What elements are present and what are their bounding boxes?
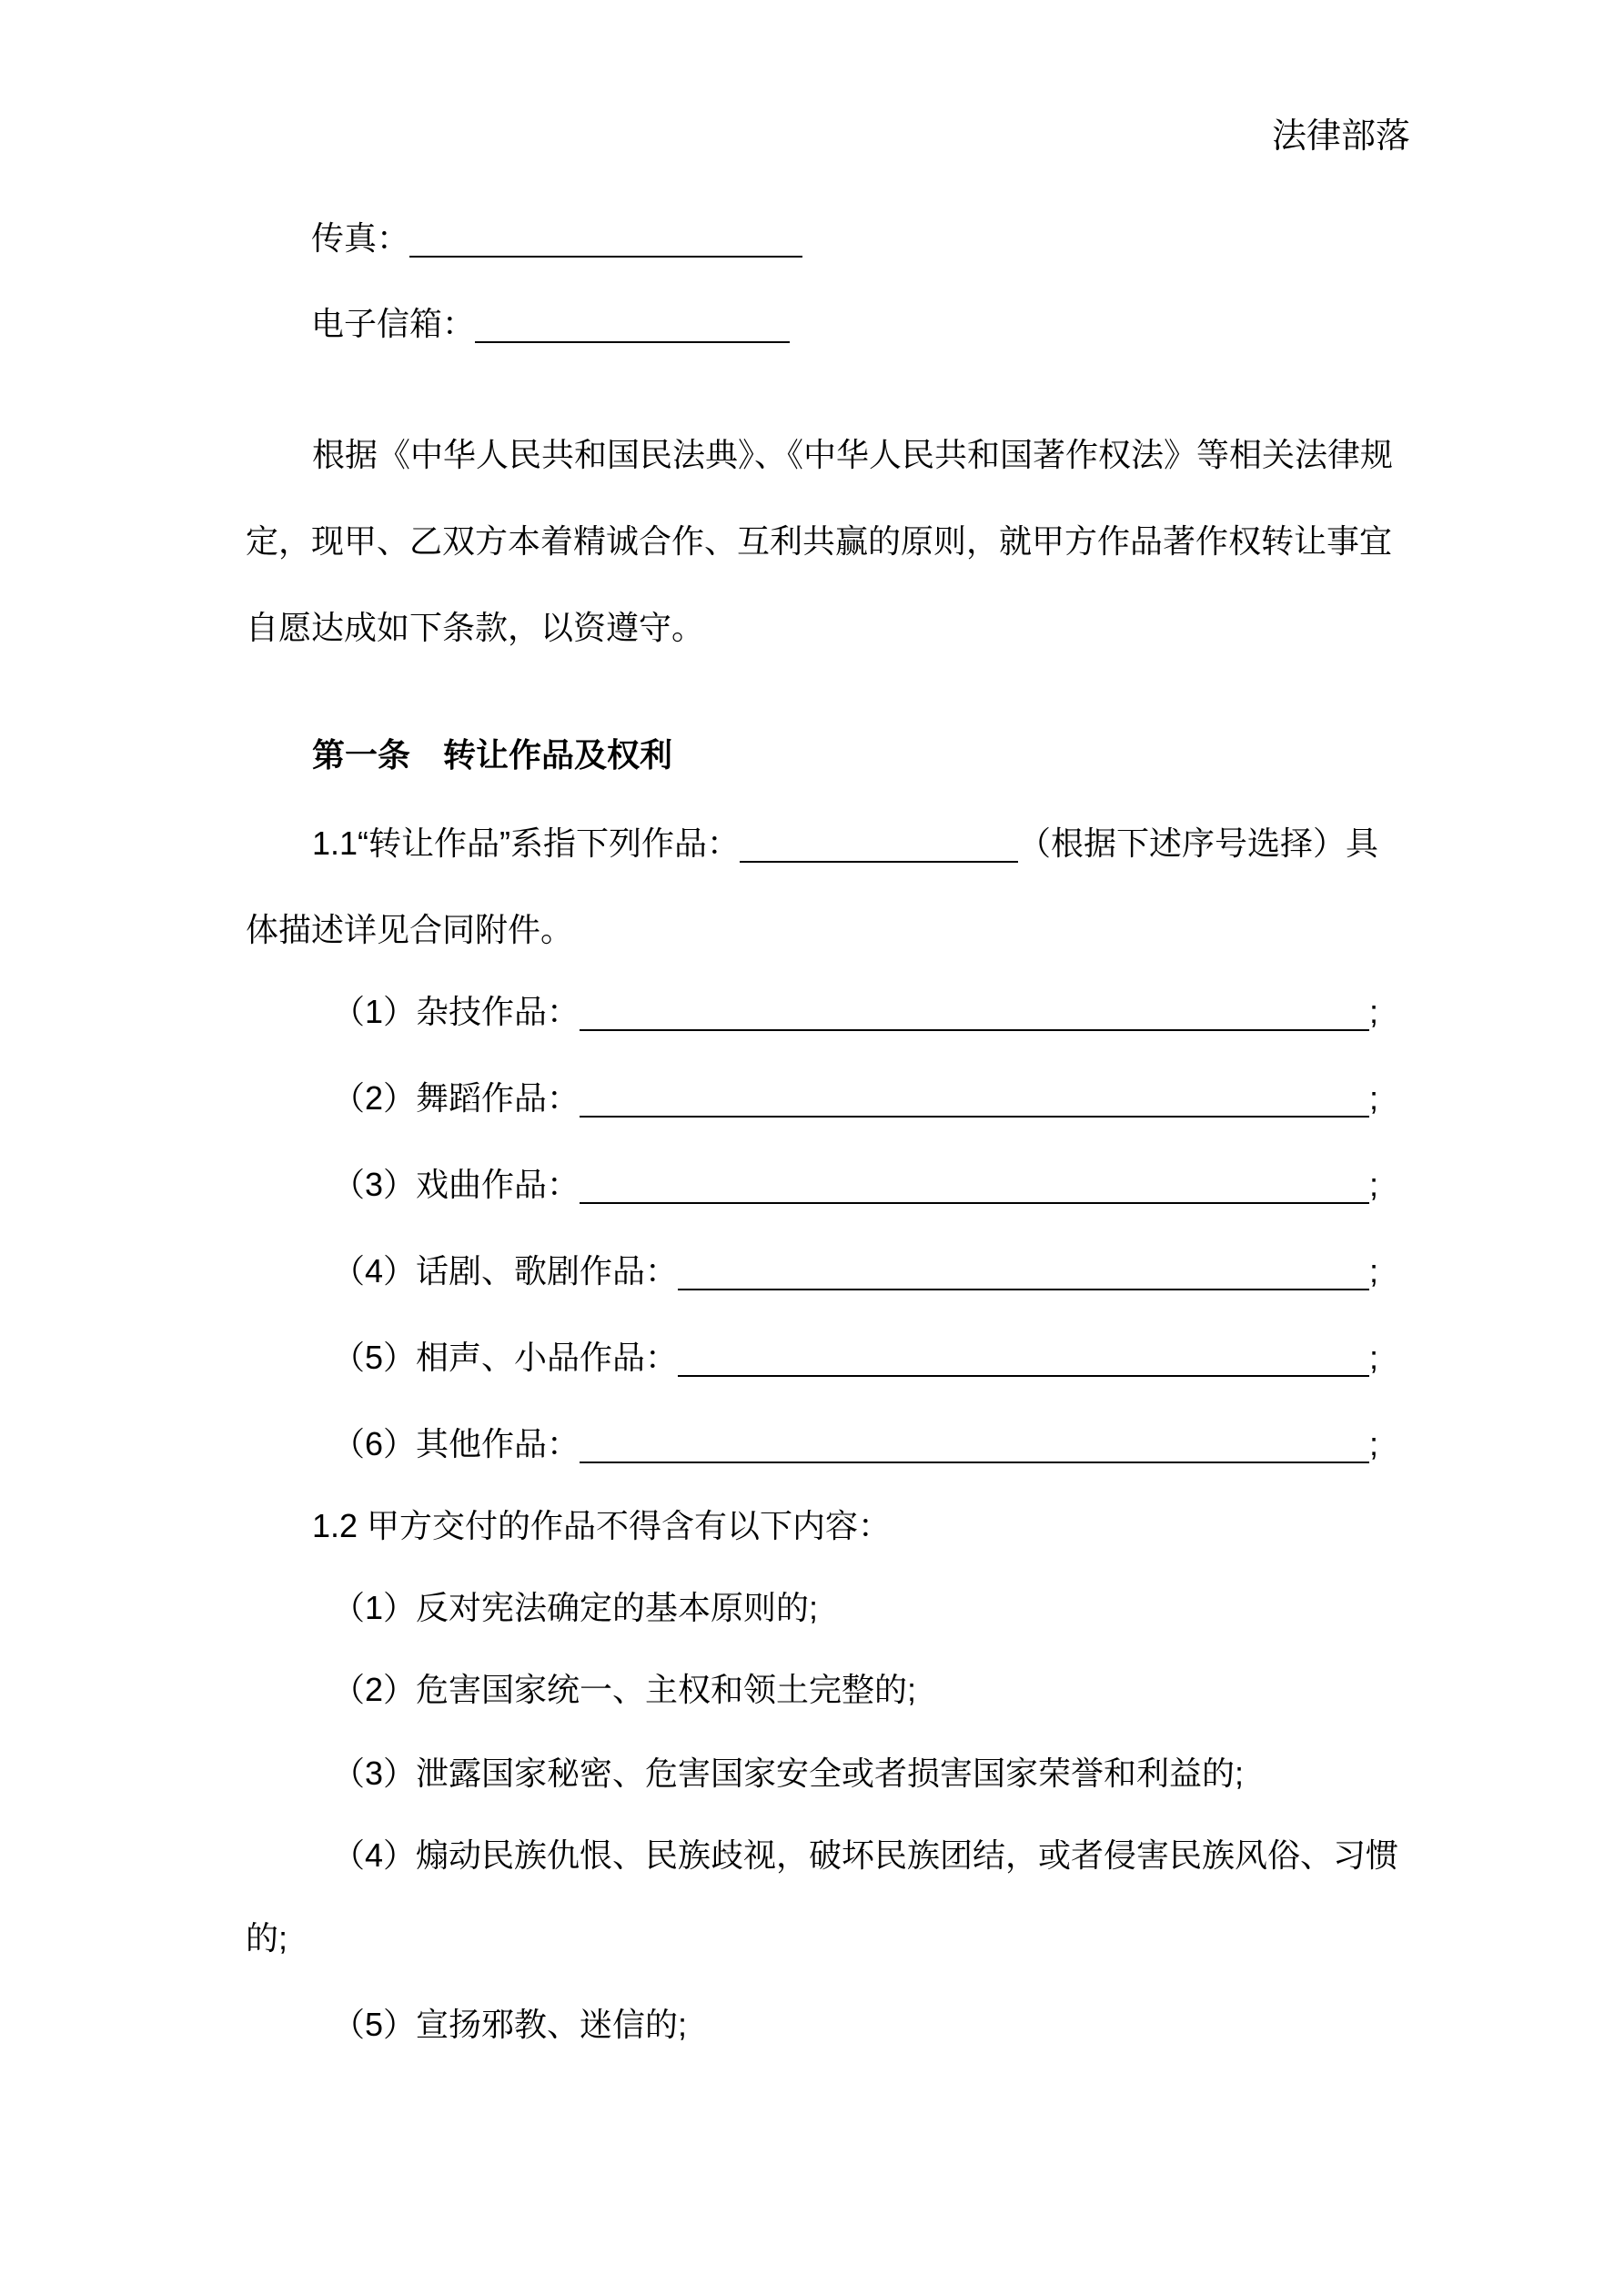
article-1-heading: 第一条 转让作品及权利 — [312, 736, 673, 774]
work-item-6-blank-field[interactable] — [580, 1462, 1369, 1463]
work-item-3-semicolon: ; — [1368, 1166, 1378, 1203]
clause-1-1-row — [312, 822, 1378, 865]
email-blank-field[interactable] — [475, 341, 790, 343]
work-item-2-label: （2）舞蹈作品： — [332, 1079, 580, 1117]
preamble-line-2: 定，现甲、乙双方本着精诚合作、互利共赢的原则，就甲方作品著作权转让事宜 — [246, 522, 1393, 560]
fax-blank-field[interactable] — [409, 256, 802, 258]
fax-row — [311, 217, 802, 260]
fax-label: 传真： — [311, 219, 410, 257]
clause-1-1-lead: 1.1“转让作品”系指下列作品： — [312, 824, 741, 862]
work-item-4-blank-field[interactable] — [678, 1289, 1369, 1290]
work-item-4-semicolon: ; — [1368, 1252, 1378, 1290]
work-item-5-label: （5）相声、小品作品： — [332, 1339, 679, 1376]
prohibited-item-2: （2）危害国家统一、主权和领土完整的; — [332, 1671, 917, 1708]
clause-1-2-lead: 1.2 甲方交付的作品不得含有以下内容： — [312, 1507, 892, 1544]
work-item-4-label: （4）话剧、歌剧作品： — [332, 1252, 679, 1290]
work-item-3-blank-field[interactable] — [580, 1202, 1369, 1204]
work-item-row-4 — [332, 1249, 1378, 1293]
prohibited-item-4-line-2: 的; — [246, 1919, 288, 1957]
prohibited-item-3: （3）泄露国家秘密、危害国家安全或者损害国家荣誉和利益的; — [332, 1755, 1245, 1792]
preamble-line-1: 根据《中华人民共和国民法典》、《中华人民共和国著作权法》等相关法律规 — [312, 436, 1394, 473]
work-item-row-3 — [332, 1163, 1378, 1207]
brand-watermark: 法律部落 — [1271, 117, 1410, 156]
prohibited-item-1: （1）反对宪法确定的基本原则的; — [332, 1589, 819, 1626]
clause-1-1-wrap-line: 体描述详见合同附件。 — [246, 911, 574, 948]
work-item-6-semicolon: ; — [1368, 1425, 1378, 1462]
work-item-1-semicolon: ; — [1368, 993, 1378, 1030]
work-item-row-6 — [332, 1422, 1378, 1466]
work-item-2-blank-field[interactable] — [580, 1116, 1369, 1118]
prohibited-item-4-line-1: （4）煽动民族仇恨、民族歧视，破坏民族团结，或者侵害民族风俗、习惯 — [332, 1836, 1399, 1874]
work-item-6-label: （6）其他作品： — [332, 1425, 580, 1462]
work-item-1-blank-field[interactable] — [580, 1029, 1369, 1031]
work-item-1-label: （1）杂技作品： — [332, 993, 580, 1030]
work-item-2-semicolon: ; — [1368, 1079, 1378, 1117]
email-row — [311, 302, 790, 346]
clause-1-1-blank-field[interactable] — [740, 861, 1018, 863]
clause-1-1-tail: （根据下述序号选择）具 — [1018, 824, 1379, 862]
work-item-3-label: （3）戏曲作品： — [332, 1166, 580, 1203]
work-item-5-blank-field[interactable] — [678, 1375, 1369, 1377]
work-item-5-semicolon: ; — [1368, 1339, 1378, 1376]
preamble-line-3: 自愿达成如下条款，以资遵守。 — [246, 609, 705, 646]
work-item-row-2 — [332, 1077, 1378, 1120]
email-label: 电子信箱： — [311, 305, 476, 342]
work-item-row-5 — [332, 1336, 1378, 1380]
work-item-row-1 — [332, 990, 1378, 1034]
prohibited-item-5: （5）宣扬邪教、迷信的; — [332, 2006, 688, 2043]
